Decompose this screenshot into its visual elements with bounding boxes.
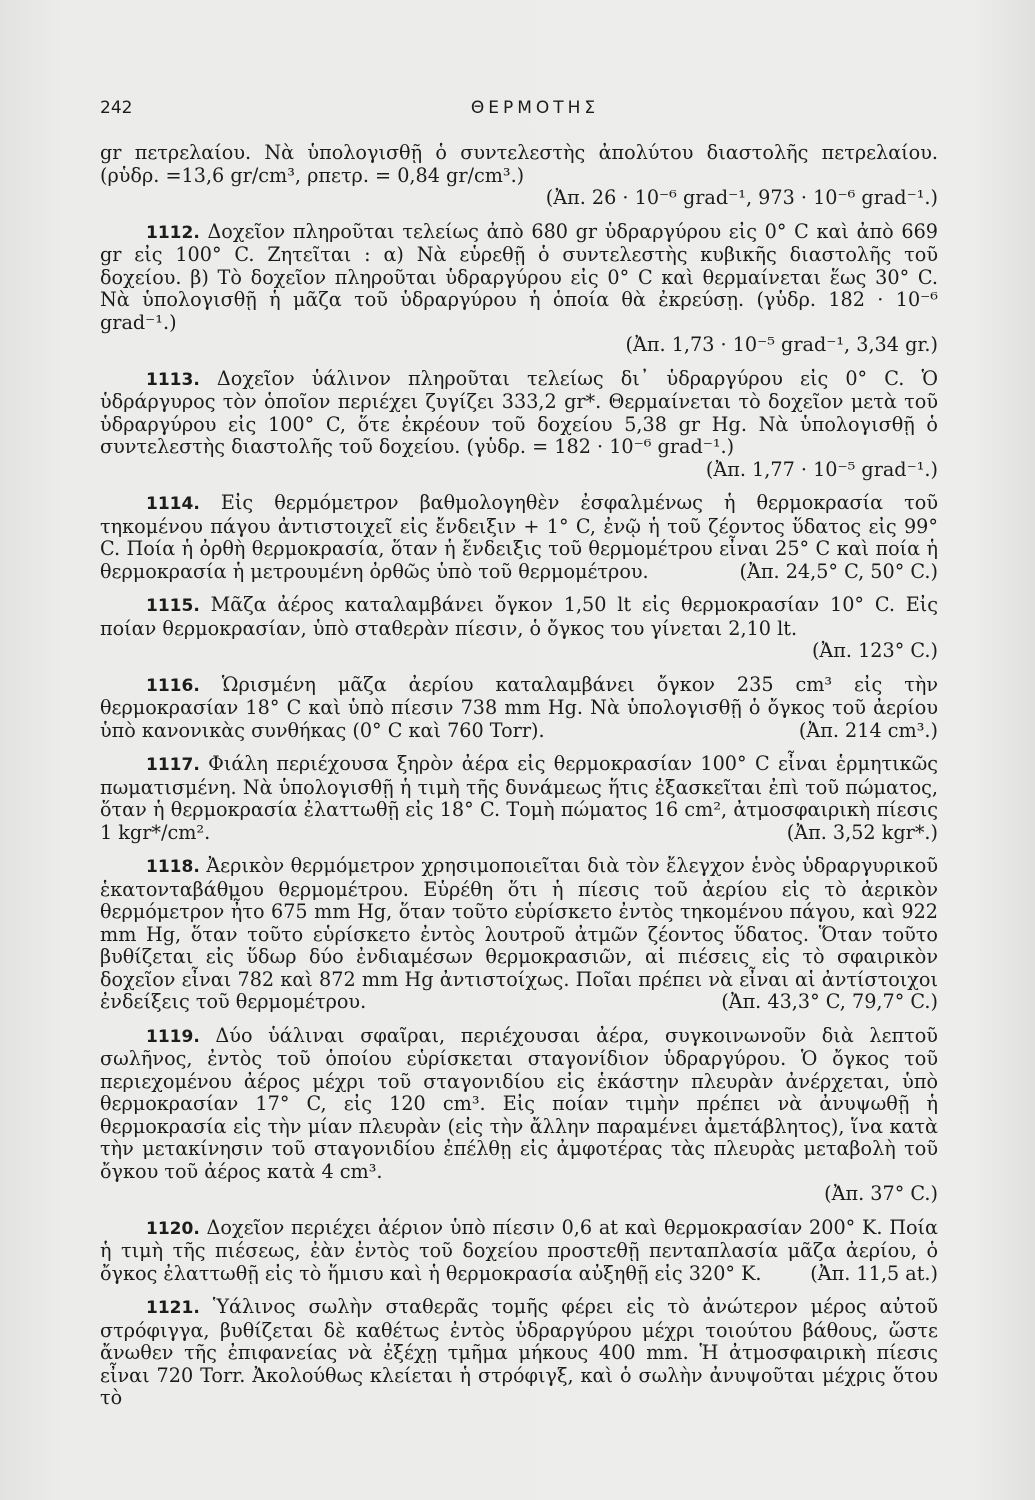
problem-1113 [100, 368, 938, 482]
problem-number: 1115. [146, 596, 200, 616]
problem-answer: (Ἀπ. 37° C.) [824, 1182, 938, 1205]
page-number: 242 [100, 98, 133, 118]
problem-1116 [100, 674, 938, 743]
problem-answer: (Ἀπ. 43,3° C, 79,7° C.) [721, 990, 938, 1013]
problem-text: Ὑάλινος σωλὴν σταθερᾶς τομῆς φέρει εἰς τὸ ἀνώτερον μέρος αὐτοῦ στρόφιγγα, βυθίζεται δὲ καθέτως ἐντὸς ὑδραργύρου μέχρι τοιούτου βάθους, ὥστε ἄνωθεν τῆς ἐπιφανείας νὰ ἐξέχῃ τμῆμα μήκους 400 mm. Ἡ ἀτμοσφαιρικὴ πίεσις εἶναι 720 Torr. Ἀκολούθως κλείεται ἡ στρόφιγξ, καὶ ὁ σωλὴν ἀνυψοῦται μέχρις ὅτου τὸ [100, 1295, 938, 1409]
problem-1117 [100, 753, 938, 844]
problem-text: Ὡρισμένη μᾶζα ἀερίου καταλαμβάνει ὄγκον 235 cm³ εἰς τὴν θερμοκρασίαν 18° C καὶ ὑπὸ πίεσιν 738 mm Hg. Νὰ ὑπολογισθῇ ὁ ὄγκος τοῦ ἀερίου ὑπὸ κανονικὰς συνθήκας (0° C καὶ 760 Torr). [100, 672, 938, 742]
problem-number: 1112. [146, 222, 200, 243]
problem-answer: (Ἀπ. 214 cm³.) [798, 718, 938, 742]
problem-text: Δοχεῖον περιέχει ἀέριον ὑπὸ πίεσιν 0,6 at καὶ θερμοκρασίαν 200° K. Ποία ἡ τιμὴ τῆς πιέσεως, ἐὰν ἐντὸς τοῦ δοχείου προστεθῇ πενταπλασία μᾶζα ἀερίου, ὁ ὄγκος ἐλαττωθῇ εἰς τὸ ἥμισυ καὶ ἡ θερμοκρασία αὐξηθῇ εἰς 320° K. [100, 1215, 938, 1285]
problem-1118 [100, 855, 938, 1014]
problem-number: 1121. [146, 1298, 200, 1318]
problem-1114 [100, 492, 938, 583]
page-header [100, 98, 940, 128]
problem-1115 [100, 594, 938, 663]
intro-answer: (Ἀπ. 26 · 10⁻⁶ grad⁻¹, 973 · 10⁻⁶ grad⁻¹.) [545, 186, 938, 209]
page-content [100, 142, 938, 1421]
problem-answer: (Ἀπ. 3,52 kgr*.) [786, 820, 938, 844]
problem-text: Δοχεῖον ὑάλινον πληροῦται τελείως δι᾽ ὑδραργύρου εἰς 0° C. Ὁ ὑδράργυρος τὸν ὁποῖον περιέχει ζυγίζει 333,2 gr*. Θερμαίνεται τὸ δοχεῖον μετὰ τοῦ ὑδραργύρου εἰς 100° C, ὅτε ἐκρέουν τοῦ δοχείου 5,38 gr Hg. Νὰ ὑπολογισθῇ ὁ συντελεστὴς διαστολῆς τοῦ δοχείου. (γὑδρ. = 182 · 10⁻⁶ grad⁻¹.) [100, 366, 938, 458]
problem-answer: (Ἀπ. 1,77 · 10⁻⁵ grad⁻¹.) [705, 457, 938, 481]
problem-number: 1113. [146, 369, 200, 390]
problem-number: 1114. [146, 494, 200, 514]
problem-text: Ἀερικὸν θερμόμετρον χρησιμοποιεῖται διὰ τὸν ἔλεγχον ἑνὸς ὑδραργυρικοῦ ἑκατονταβάθμου θερμομέτρου. Εὑρέθη ὅτι ἡ πίεσις τοῦ ἀερίου εἰς τὸ ἀερικὸν θερμόμετρον ἦτο 675 mm Hg, ὅταν τοῦτο εὑρίσκετο ἐντὸς τηκομένου πάγου, καὶ 922 mm Hg, ὅταν τοῦτο εὑρίσκετο ἐντὸς λουτροῦ ἀτμῶν ζέοντος ὕδατος. Ὅταν τοῦτο βυθίζεται εἰς ὕδωρ δύο ἐνδιαμέσων θερμοκρασιῶν, αἱ πιέσεις εἰς τὸ σφαιρικὸν δοχεῖον εἶναι 782 καὶ 872 mm Hg ἀντιστοίχως. Ποῖαι πρέπει νὰ εἶναι αἱ ἀντίστοιχοι ἐνδείξεις τοῦ θερμομέτρου. [100, 854, 938, 1013]
problem-number: 1120. [146, 1218, 200, 1239]
intro-text: gr πετρελαίου. Νὰ ὑπολογισθῇ ὁ συντελεστὴς ἀπολύτου διαστολῆς πετρελαίου. (ρὑδρ. =13,6 gr/cm³, ρπετρ. = 0,84 gr/cm³.) [100, 141, 938, 187]
intro-paragraph [100, 142, 938, 210]
problem-number: 1119. [146, 1026, 200, 1047]
problem-text: Εἰς θερμόμετρον βαθμολογηθὲν ἐσφαλμένως ἡ θερμοκρασία τοῦ τηκομένου πάγου ἀντιστοιχεῖ εἰς ἔνδειξιν + 1° C, ἐνῷ ἡ τοῦ ζέοντος ὕδατος εἰς 99° C. Ποία ἡ ὀρθὴ θερμοκρασία, ὅταν ἡ ἔνδειξις τοῦ θερμομέτρου εἶναι 25° C καὶ ποία ἡ θερμοκρασία ἡ μετρουμένη ὀρθῶς ὑπὸ τοῦ θερμομέτρου. [100, 491, 938, 583]
running-title: ΘΕΡΜΟΤΗΣ [470, 98, 600, 118]
problem-1120 [100, 1217, 938, 1286]
problem-answer: (Ἀπ. 123° C.) [811, 639, 938, 662]
problem-answer: (Ἀπ. 24,5° C, 50° C.) [739, 559, 938, 583]
problem-text: Φιάλη περιέχουσα ξηρὸν ἀέρα εἰς θερμοκρασίαν 100° C εἶναι ἑρμητικῶς πωματισμένη. Νὰ ὑπολογισθῇ ἡ τιμὴ τῆς δυνάμεως ἥτις ἐξασκεῖται ἐπὶ τοῦ πώματος, ὅταν ἡ θερμοκρασία ἐλαττωθῇ εἰς 18° C. Τομὴ πώματος 16 cm², ἀτμοσφαιρικὴ πίεσις 1 kgr*/cm². [100, 752, 938, 844]
problem-answer: (Ἀπ. 11,5 at.) [810, 1261, 938, 1285]
problem-text: Δύο ὑάλιναι σφαῖραι, περιέχουσαι ἀέρα, συγκοινωνοῦν διὰ λεπτοῦ σωλῆνος, ἐντὸς τοῦ ὁποίου εὑρίσκεται σταγονίδιον ὑδραργύρου. Ὁ ὄγκος τοῦ περιεχομένου ἀέρος μέχρι τοῦ σταγονιδίου εἰς ἑκάστην πλευρὰν ἀνέρχεται, ὑπὸ θερμοκρασίαν 17° C, εἰς 120 cm³. Εἰς ποίαν τιμὴν πρέπει νὰ ἀνυψωθῇ ἡ θερμοκρασία εἰς τὴν μίαν πλευρὰν (εἰς τὴν ἄλλην παραμένει ἀμετάβλητος), ἵνα κατὰ τὴν μετακίνησιν τοῦ σταγονιδίου ἐπέλθῃ εἰς ἀμφοτέρας τὰς πλευρὰς μεταβολὴ τοῦ ὄγκου τοῦ ἀέρος κατὰ 4 cm³. [100, 1023, 938, 1183]
problem-text: Μᾶζα ἀέρος καταλαμβάνει ὄγκον 1,50 lt εἰς θερμοκρασίαν 10° C. Εἰς ποίαν θερμοκρασίαν, ὑπὸ σταθερὰν πίεσιν, ὁ ὄγκος του γίνεται 2,10 lt. [100, 593, 938, 640]
problem-1112 [100, 221, 938, 357]
problem-number: 1118. [146, 857, 200, 877]
problem-text: Δοχεῖον πληροῦται τελείως ἀπὸ 680 gr ὑδραργύρου εἰς 0° C καὶ ἀπὸ 669 gr εἰς 100° C. Ζητεῖται : α) Νὰ εὑρεθῇ ὁ συντελεστὴς κυβικῆς διαστολῆς τοῦ δοχείου. β) Τὸ δοχεῖον πληροῦται ὑδραργύρου εἰς 0° C καὶ θερμαίνεται ἕως 30° C. Νὰ ὑπολογισθῇ ἡ μᾶζα τοῦ ὑδραργύρου ἡ ὁποία θὰ ἐκρεύσῃ. (γὑδρ. 182 · 10⁻⁶ grad⁻¹.) [100, 219, 938, 334]
problem-1119 [100, 1025, 938, 1206]
problem-number: 1116. [146, 675, 200, 696]
problem-number: 1117. [146, 755, 200, 775]
problem-1121 [100, 1296, 938, 1410]
problem-answer: (Ἀπ. 1,73 · 10⁻⁵ grad⁻¹, 3,34 gr.) [625, 333, 938, 356]
